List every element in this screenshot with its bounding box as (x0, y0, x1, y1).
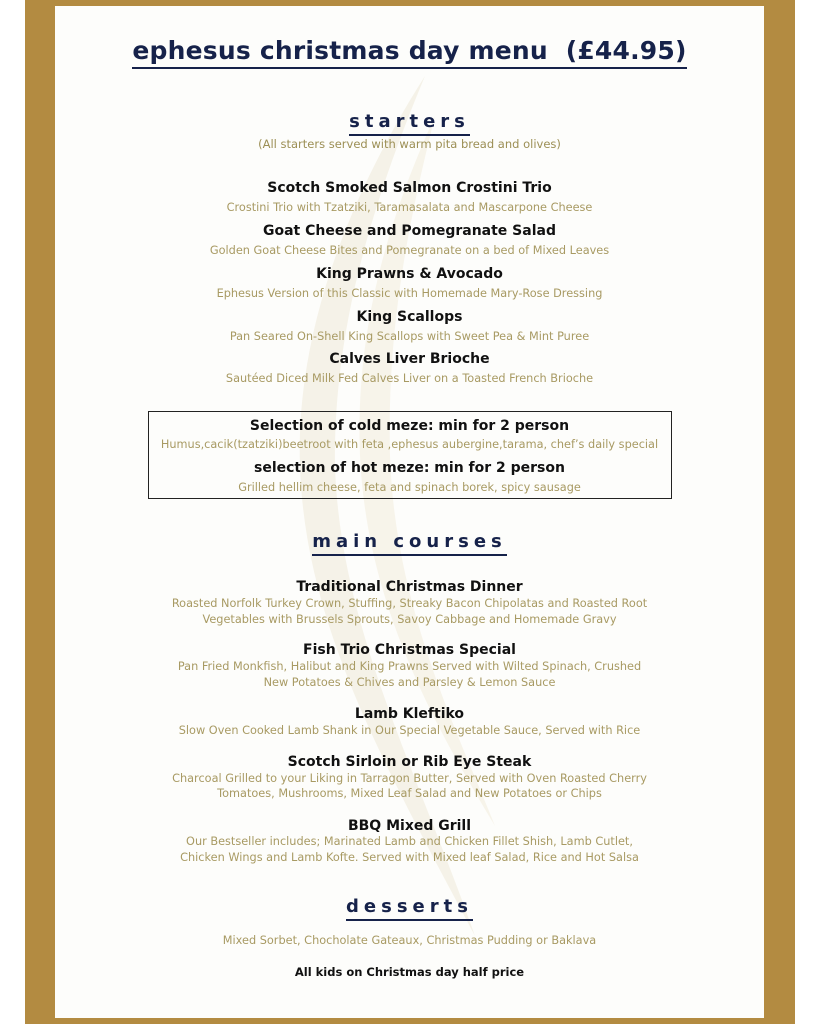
meze-name: selection of hot meze: min for 2 person (254, 460, 565, 476)
dish-description: Golden Goat Cheese Bites and Pomegranate on a bed of Mixed Leaves (209, 244, 610, 257)
dish-description: Ephesus Version of this Classic with Homemade Mary-Rose Dressing (216, 287, 603, 300)
dish-description: Pan Seared On-Shell King Scallops with Sweet Pea & Mint Puree (229, 330, 590, 343)
desserts-heading: desserts (55, 896, 764, 917)
meze-name: Selection of cold meze: min for 2 person (249, 418, 570, 434)
dish-description: Vegetables with Brussels Sprouts, Savoy Cabbage and Homemade Gravy (202, 613, 617, 626)
dish-description: New Potatoes & Chives and Parsley & Lemon Sauce (263, 676, 556, 689)
meze-description: Grilled hellim cheese, feta and spinach borek, spicy sausage (238, 481, 581, 494)
desserts-list: Mixed Sorbet, Chocholate Gateaux, Christmas Pudding or Baklava (222, 934, 597, 947)
mains-heading: main courses (55, 531, 764, 552)
dish-name: Calves Liver Brioche (329, 351, 490, 367)
meze-description: Humus,cacik(tzatziki)beetroot with feta ,ephesus aubergine,tarama, chef’s daily special (160, 438, 659, 451)
dish-name: Lamb Kleftiko (354, 706, 465, 722)
menu-page (55, 6, 764, 1018)
dish-description: Pan Fried Monkfish, Halibut and King Prawns Served with Wilted Spinach, Crushed (177, 660, 642, 673)
dish-name: King Scallops (356, 309, 463, 325)
dish-name: Scotch Sirloin or Rib Eye Steak (287, 754, 532, 770)
starters-note: (All starters served with warm pita bread and olives) (258, 137, 561, 151)
dish-description: Charcoal Grilled to your Liking in Tarragon Butter, Served with Oven Roasted Cherry (172, 772, 647, 785)
dish-description: Roasted Norfolk Turkey Crown, Stuffing, Streaky Bacon Chipolatas and Roasted Root (171, 597, 648, 610)
dish-description: Our Bestseller includes; Marinated Lamb and Chicken Fillet Shish, Lamb Cutlet, (186, 835, 633, 848)
dish-description: Crostini Trio with Tzatziki, Taramasalata and Mascarpone Cheese (226, 201, 593, 214)
starters-heading: starters (55, 111, 764, 132)
dish-description: Sautéed Diced Milk Fed Calves Liver on a Toasted French Brioche (225, 372, 594, 385)
kids-note: All kids on Christmas day half price (294, 965, 525, 979)
dish-name: Fish Trio Christmas Special (303, 642, 516, 658)
dish-name: Goat Cheese and Pomegranate Salad (263, 223, 556, 239)
dish-name: BBQ Mixed Grill (347, 818, 472, 834)
dish-name: Traditional Christmas Dinner (296, 579, 523, 595)
dish-description: Chicken Wings and Lamb Kofte. Served with Mixed leaf Salad, Rice and Hot Salsa (180, 851, 639, 864)
dish-name: King Prawns & Avocado (316, 266, 503, 282)
dish-description: Slow Oven Cooked Lamb Shank in Our Special Vegetable Sauce, Served with Rice (178, 724, 641, 737)
menu-title: ephesus christmas day menu (£44.95) (55, 36, 764, 65)
dish-description: Tomatoes, Mushrooms, Mixed Leaf Salad and New Potatoes or Chips (217, 787, 602, 800)
dish-name: Scotch Smoked Salmon Crostini Trio (267, 180, 552, 196)
